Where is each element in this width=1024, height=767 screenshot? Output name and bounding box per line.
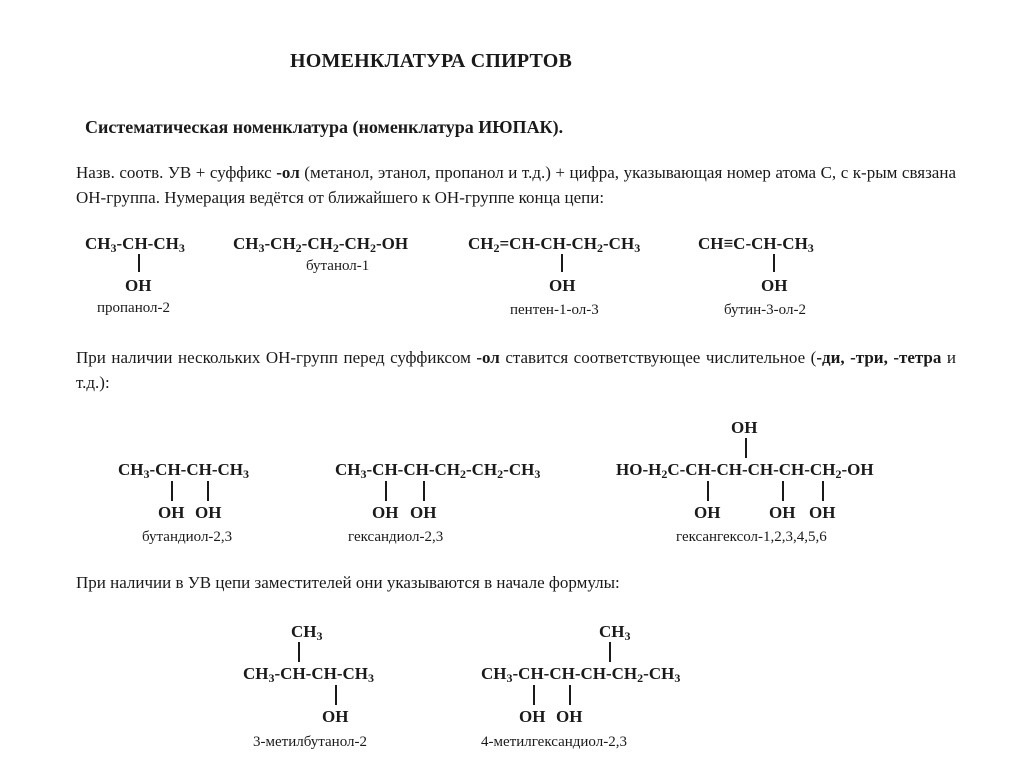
formula-propanol: $CH_3-CH-CH_3$ [85, 234, 185, 255]
page-title: НОМЕНКЛАТУРА СПИРТОВ [290, 50, 573, 72]
para2-text-3: и т.д.): [76, 348, 956, 392]
bond-propanol [138, 254, 140, 272]
para1-text-2: (метанол, этанол, пропанол и т.д.) + цифра, указывающая номер атома С, с к-рым связана ОН-группа. Нумерация ведётся от ближайшего к ОН-группе конца цепи: [76, 163, 956, 207]
formula-hexanehexol: $HO-H_2C-CH-CH-CH-CH-CH_2-OH$ [616, 460, 874, 481]
oh-pentenol: OH [549, 276, 576, 295]
formula-butanediol: $CH_3-CH-CH-CH_3$ [118, 460, 249, 481]
formula-methylbutanol: $CH_3-CH-CH-CH_3$ [243, 664, 374, 685]
oh-butanediol-2: OH [158, 503, 185, 522]
paragraph-rule-2 [76, 345, 956, 395]
oh-hexanehexol-5: OH [809, 503, 836, 522]
oh-hexanehexol-4: OH [769, 503, 796, 522]
para2-text-1: При наличии нескольких ОН-групп перед суффиксом [76, 348, 477, 367]
oh-hexanehexol-top: OH [731, 418, 758, 437]
bond-hexanehexol-2 [707, 481, 709, 501]
paragraph-rule-1 [76, 160, 956, 210]
oh-hexanediol-2: OH [372, 503, 399, 522]
para2-numerals: -ди, -три, -тетра [816, 348, 942, 367]
name-pentenol: пентен-1-ол-3 [510, 302, 599, 318]
bond-pentenol [561, 254, 563, 272]
bond-hexanehexol-top [745, 438, 747, 458]
oh-butanediol-3: OH [195, 503, 222, 522]
name-methylbutanol: 3-метилбутанол-2 [253, 734, 367, 750]
bond-methylhexanediol-3 [569, 685, 571, 705]
bond-hexanediol-3 [423, 481, 425, 501]
name-butanediol: бутандиол-2,3 [142, 529, 233, 545]
oh-hexanediol-3: OH [410, 503, 437, 522]
bond-butanediol-3 [207, 481, 209, 501]
oh-hexanehexol-2: OH [694, 503, 721, 522]
name-butanol: бутанол-1 [306, 258, 370, 274]
name-methylhexanediol: 4-метилгександиол-2,3 [481, 734, 627, 750]
oh-methylhexanediol-3: OH [556, 707, 583, 726]
bond-hexanediol-2 [385, 481, 387, 501]
formula-methylhexanediol: $CH_3-CH-CH-CH-CH_2-CH_3$ [481, 664, 681, 685]
name-propanol: пропанол-2 [97, 300, 171, 316]
name-hexanediol: гександиол-2,3 [348, 529, 444, 545]
para2-text-2: ставится соответствующее числительное ( [499, 348, 817, 367]
para2-suffix: -ол [476, 348, 500, 367]
bond-butynol [773, 254, 775, 272]
ch3-methylhexanediol: $CH_3$ [599, 622, 631, 643]
oh-propanol: OH [125, 276, 152, 295]
oh-methylhexanediol-2: OH [519, 707, 546, 726]
para1-suffix: -ол [276, 163, 300, 182]
bond-hexanehexol-4 [782, 481, 784, 501]
bond-methylbutanol-oh [335, 685, 337, 705]
oh-methylbutanol: OH [322, 707, 349, 726]
bond-hexanehexol-5 [822, 481, 824, 501]
bond-methylhexanediol-top [609, 642, 611, 662]
oh-butynol: OH [761, 276, 788, 295]
bond-methylhexanediol-2 [533, 685, 535, 705]
name-butynol: бутин-3-ол-2 [724, 302, 806, 318]
section-subtitle: Систематическая номенклатура (номенклатура ИЮПАК). [85, 117, 564, 137]
formula-butynol: $CH\equiv C-CH-CH_3$ [698, 234, 814, 255]
paragraph-rule-3: При наличии в УВ цепи заместителей они указываются в начале формулы: [76, 573, 620, 592]
formula-butanol: $CH_3-CH_2-CH_2-CH_2-OH$ [233, 234, 409, 255]
bond-methylbutanol-top [298, 642, 300, 662]
bond-butanediol-2 [171, 481, 173, 501]
name-hexanehexol: гексангексол-1,2,3,4,5,6 [676, 529, 827, 545]
ch3-methylbutanol: $CH_3$ [291, 622, 323, 643]
para1-text-1: Назв. соотв. УВ + суффикс [76, 163, 277, 182]
formula-pentenol: $CH_2=CH-CH-CH_2-CH_3$ [468, 234, 641, 255]
formula-hexanediol: $CH_3-CH-CH-CH_2-CH_2-CH_3$ [335, 460, 541, 481]
